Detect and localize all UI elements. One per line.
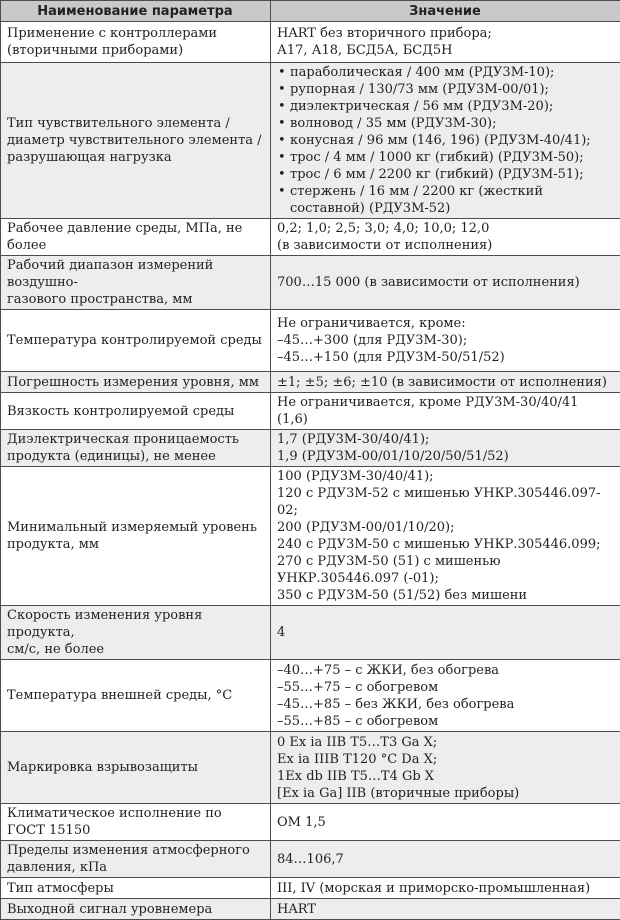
value-text: 4 bbox=[277, 624, 613, 641]
parameter-cell bbox=[1, 804, 271, 841]
table-row bbox=[1, 606, 620, 660]
value-text: –55…+85 – с обогревом bbox=[277, 713, 613, 730]
header-parameter: Наименование параметра bbox=[1, 1, 271, 22]
parameter-text: Применение с контроллерами bbox=[7, 25, 263, 42]
table-row bbox=[1, 467, 620, 606]
value-text: ±1; ±5; ±6; ±10 (в зависимости от исполнения) bbox=[277, 374, 613, 391]
value-text: ОМ 1,5 bbox=[277, 814, 613, 831]
value-cell bbox=[271, 878, 620, 899]
value-bullet-item: • рупорная / 130/73 мм (РДУ3М-00/01); bbox=[277, 81, 613, 98]
table-row bbox=[1, 899, 620, 920]
value-cell bbox=[271, 219, 620, 256]
table-row bbox=[1, 219, 620, 256]
table-row bbox=[1, 804, 620, 841]
value-cell bbox=[271, 22, 620, 63]
value-text: 100 (РДУ3М-30/40/41); bbox=[277, 468, 613, 485]
parameter-cell bbox=[1, 841, 271, 878]
parameter-cell bbox=[1, 372, 271, 393]
value-text: 84…106,7 bbox=[277, 851, 613, 868]
parameter-text: Скорость изменения уровня продукта, bbox=[7, 607, 263, 641]
value-text: –40…+75 – с ЖКИ, без обогрева bbox=[277, 662, 613, 679]
table-body bbox=[1, 22, 620, 920]
value-text: III, IV (морская и приморско-промышленная) bbox=[277, 880, 613, 897]
parameter-text: Минимальный измеряемый уровень bbox=[7, 519, 263, 536]
parameter-text: диаметр чувствительного элемента / bbox=[7, 132, 263, 149]
value-text: 1Ex db IIB T5…T4 Gb X bbox=[277, 768, 613, 785]
parameter-text: продукта (единицы), не менее bbox=[7, 448, 263, 465]
parameter-cell bbox=[1, 256, 271, 310]
parameter-text: газового пространства, мм bbox=[7, 291, 263, 308]
parameter-text: Тип чувствительного элемента / bbox=[7, 115, 263, 132]
value-text: Не ограничивается, кроме: bbox=[277, 315, 613, 332]
parameter-cell bbox=[1, 878, 271, 899]
parameter-cell bbox=[1, 310, 271, 372]
value-bullet-item: • стержень / 16 мм / 2200 кг (жесткий составной) (РДУ3М-52) bbox=[277, 183, 613, 217]
value-cell bbox=[271, 467, 620, 606]
parameter-cell bbox=[1, 732, 271, 804]
value-cell bbox=[271, 804, 620, 841]
value-text: 240 с РДУ3М-50 с мишенью УНКР.305446.099; bbox=[277, 536, 613, 553]
value-text: Не ограничивается, кроме РДУ3М-30/40/41 (1,6) bbox=[277, 394, 613, 428]
value-cell bbox=[271, 372, 620, 393]
parameter-text: Температура внешней среды, °С bbox=[7, 687, 263, 704]
value-cell bbox=[271, 841, 620, 878]
value-text: 1,7 (РДУ3М-30/40/41); bbox=[277, 431, 613, 448]
value-text: 120 с РДУ3М-52 с мишенью УНКР.305446.097-02; bbox=[277, 485, 613, 519]
table-row bbox=[1, 393, 620, 430]
parameter-cell bbox=[1, 606, 271, 660]
value-bullet-item: • конусная / 96 мм (146, 196) (РДУ3М-40/41); bbox=[277, 132, 613, 149]
value-text: 1,9 (РДУ3М-00/01/10/20/50/51/52) bbox=[277, 448, 613, 465]
value-text: 350 с РДУ3М-50 (51/52) без мишени bbox=[277, 587, 613, 604]
table-row bbox=[1, 63, 620, 219]
value-text: 700…15 000 (в зависимости от исполнения) bbox=[277, 274, 613, 291]
value-cell bbox=[271, 732, 620, 804]
parameter-text: (вторичными приборами) bbox=[7, 42, 263, 59]
value-text: 200 (РДУ3М-00/01/10/20); bbox=[277, 519, 613, 536]
table-row bbox=[1, 660, 620, 732]
table-row bbox=[1, 372, 620, 393]
parameter-text: Выходной сигнал уровнемера bbox=[7, 901, 263, 918]
parameter-text: Погрешность измерения уровня, мм bbox=[7, 374, 263, 391]
parameter-cell bbox=[1, 63, 271, 219]
parameter-text: Пределы изменения атмосферного bbox=[7, 842, 263, 859]
parameter-text: давления, кПа bbox=[7, 859, 263, 876]
value-cell bbox=[271, 660, 620, 732]
parameter-cell bbox=[1, 660, 271, 732]
table-row bbox=[1, 430, 620, 467]
value-cell bbox=[271, 63, 620, 219]
value-text: –45…+300 (для РДУ3М-30); bbox=[277, 332, 613, 349]
value-text: HART без вторичного прибора; bbox=[277, 25, 613, 42]
parameter-text: Рабочее давление среды, МПа, не более bbox=[7, 220, 263, 254]
value-text: 0 Ex ia IIB T5…T3 Ga X; bbox=[277, 734, 613, 751]
value-cell bbox=[271, 393, 620, 430]
parameter-cell bbox=[1, 22, 271, 63]
parameter-text: Тип атмосферы bbox=[7, 880, 263, 897]
parameter-text: Маркировка взрывозащиты bbox=[7, 759, 263, 776]
value-cell bbox=[271, 310, 620, 372]
value-text: –45…+150 (для РДУ3М-50/51/52) bbox=[277, 349, 613, 366]
table-row bbox=[1, 22, 620, 63]
value-text: 270 с РДУ3М-50 (51) с мишенью УНКР.305446.097 (-01); bbox=[277, 553, 613, 587]
value-text: 0,2; 1,0; 2,5; 3,0; 4,0; 10,0; 12,0 bbox=[277, 220, 613, 237]
table-row bbox=[1, 256, 620, 310]
value-text: –55…+75 – с обогревом bbox=[277, 679, 613, 696]
table-header bbox=[1, 1, 620, 22]
value-text: –45…+85 – без ЖКИ, без обогрева bbox=[277, 696, 613, 713]
parameter-text: продукта, мм bbox=[7, 536, 263, 553]
value-bullet-item: • параболическая / 400 мм (РДУ3М-10); bbox=[277, 64, 613, 81]
parameter-cell bbox=[1, 467, 271, 606]
parameter-text: см/с, не более bbox=[7, 641, 263, 658]
table-row bbox=[1, 310, 620, 372]
value-bullet-item: • диэлектрическая / 56 мм (РДУ3М-20); bbox=[277, 98, 613, 115]
value-cell bbox=[271, 430, 620, 467]
table-row bbox=[1, 841, 620, 878]
parameter-cell bbox=[1, 899, 271, 920]
value-text: А17, А18, БСД5А, БСД5Н bbox=[277, 42, 613, 59]
parameter-text: Температура контролируемой среды bbox=[7, 332, 263, 349]
value-cell bbox=[271, 606, 620, 660]
value-text: (в зависимости от исполнения) bbox=[277, 237, 613, 254]
value-text: HART bbox=[277, 901, 613, 918]
parameter-text: Диэлектрическая проницаемость bbox=[7, 431, 263, 448]
value-bullet-item: • трос / 6 мм / 2200 кг (гибкий) (РДУ3М-51); bbox=[277, 166, 613, 183]
parameter-cell bbox=[1, 393, 271, 430]
value-bullet-list bbox=[277, 64, 613, 217]
table-row bbox=[1, 732, 620, 804]
value-cell bbox=[271, 256, 620, 310]
value-text: [Ex ia Ga] IIB (вторичные приборы) bbox=[277, 785, 613, 802]
parameter-text: разрушающая нагрузка bbox=[7, 149, 263, 166]
value-text: Ex ia IIIB T120 °C Da X; bbox=[277, 751, 613, 768]
parameter-text: Рабочий диапазон измерений воздушно- bbox=[7, 257, 263, 291]
header-row bbox=[1, 1, 620, 22]
parameter-text: Вязкость контролируемой среды bbox=[7, 403, 263, 420]
header-value: Значение bbox=[271, 1, 620, 22]
parameter-text: Климатическое исполнение по ГОСТ 15150 bbox=[7, 805, 263, 839]
value-cell bbox=[271, 899, 620, 920]
parameter-cell bbox=[1, 219, 271, 256]
parameter-cell bbox=[1, 430, 271, 467]
table-row bbox=[1, 878, 620, 899]
value-bullet-item: • волновод / 35 мм (РДУ3М-30); bbox=[277, 115, 613, 132]
value-bullet-item: • трос / 4 мм / 1000 кг (гибкий) (РДУ3М-50); bbox=[277, 149, 613, 166]
